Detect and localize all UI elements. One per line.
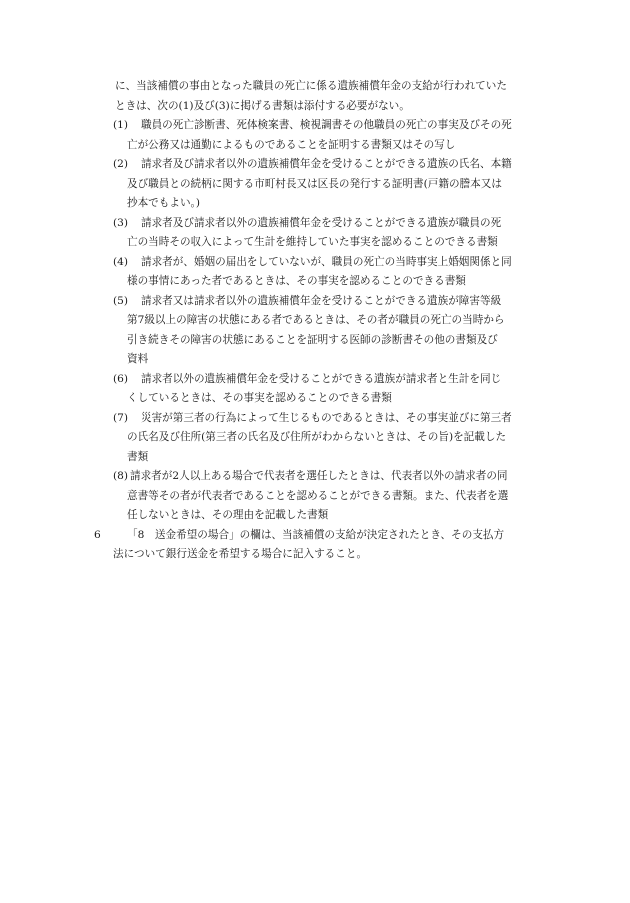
item-text-line: の氏名及び住所(第三者の氏名及び住所がわからないときは、その旨)を記載した [127, 431, 507, 443]
list-item-3 [0, 214, 630, 253]
item-text-line: 亡の当時その収入によって生計を維持していた事実を認めることのできる書類 [127, 236, 498, 248]
item-text-line: 請求者又は請求者以外の遺族補償年金を受けることができる遺族が障害等級 [141, 294, 502, 307]
item-text-line: 請求者が2人以上ある場合で代表者を選任したときは、代表者以外の請求者の同 [130, 470, 508, 482]
item-text-line: 請求者及び請求者以外の遺族補償年金を受けることができる遺族の氏名、本籍 [141, 158, 512, 170]
item-text-line: 意書等その者が代表者であることを認めることができる書類。また、代表者を選 [127, 489, 509, 502]
section-text-line: 「8 送金希望の場合」の欄は、当該補償の支給が決定されたとき、その支払方 [127, 528, 505, 541]
item-text-line: 第7級以上の障害の状態にある者であるときは、その者が職員の死亡の当時から [127, 314, 505, 326]
item-text-line: くしているときは、その事実を認めることのできる書類 [127, 392, 392, 404]
item-text-line: 請求者及び請求者以外の遺族補償年金を受けることができる遺族が職員の死 [141, 216, 502, 229]
item-number: (1) [113, 119, 129, 131]
list-item-8 [0, 467, 630, 526]
item-text-line: 職員の死亡診断書、死体検案書、検視調書その他職員の死亡の事実及びその死 [141, 119, 512, 131]
item-number: (7) [113, 411, 129, 424]
section-text-line: 法について銀行送金を希望する場合に記入すること。 [113, 548, 368, 560]
item-text-line: 任しないときは、その理由を記載した書類 [127, 509, 329, 521]
item-text-line: 様の事情にあった者であるときは、その事実を認めることのできる書類 [127, 275, 466, 287]
item-number: (2) [113, 158, 129, 170]
item-text-line: 請求者以外の遺族補償年金を受けることができる遺族が請求者と生計を同じ [141, 372, 502, 385]
list-item-6 [0, 370, 630, 409]
item-text-line: 抄本でもよい。) [127, 197, 200, 209]
item-number: (6) [113, 372, 129, 385]
list-item-7 [0, 409, 630, 468]
item-number: (3) [113, 216, 129, 229]
item-text-line: 災害が第三者の行為によって生じるものであるときは、その事実並びに第三者 [141, 411, 512, 424]
item-text-line: 請求者が、婚姻の届出をしていないが、職員の死亡の当時事実上婚姻関係と同 [141, 255, 512, 268]
list-item-5 [0, 292, 630, 370]
list-item-2 [0, 155, 630, 214]
section-number: 6 [94, 528, 101, 541]
item-number: (4) [113, 255, 129, 268]
section-6 [0, 526, 630, 565]
item-text-line: 書類 [127, 450, 149, 463]
item-number: (8) [113, 470, 129, 482]
list-item-1 [0, 116, 630, 155]
intro-line: に、当該補償の事由となった職員の死亡に係る遺族補償年金の支給が行われていた [115, 80, 507, 92]
item-text-line: 及び職員との続柄に関する市町村長又は区長の発行する証明書(戸籍の謄本又は [127, 177, 502, 190]
list-item-4 [0, 253, 630, 292]
document-body [0, 77, 630, 565]
intro-paragraph [0, 77, 630, 116]
intro-line: ときは、次の(1)及び(3)に掲げる書類は添付する必要がない。 [115, 99, 410, 112]
item-text-line: 引き続きその障害の状態にあることを証明する医師の診断書その他の書類及び [127, 333, 498, 346]
item-text-line: 亡が公務又は通勤によるものであることを証明する書類又はその写し [127, 138, 456, 151]
item-text-line: 資料 [127, 353, 149, 365]
item-number: (5) [113, 294, 129, 307]
